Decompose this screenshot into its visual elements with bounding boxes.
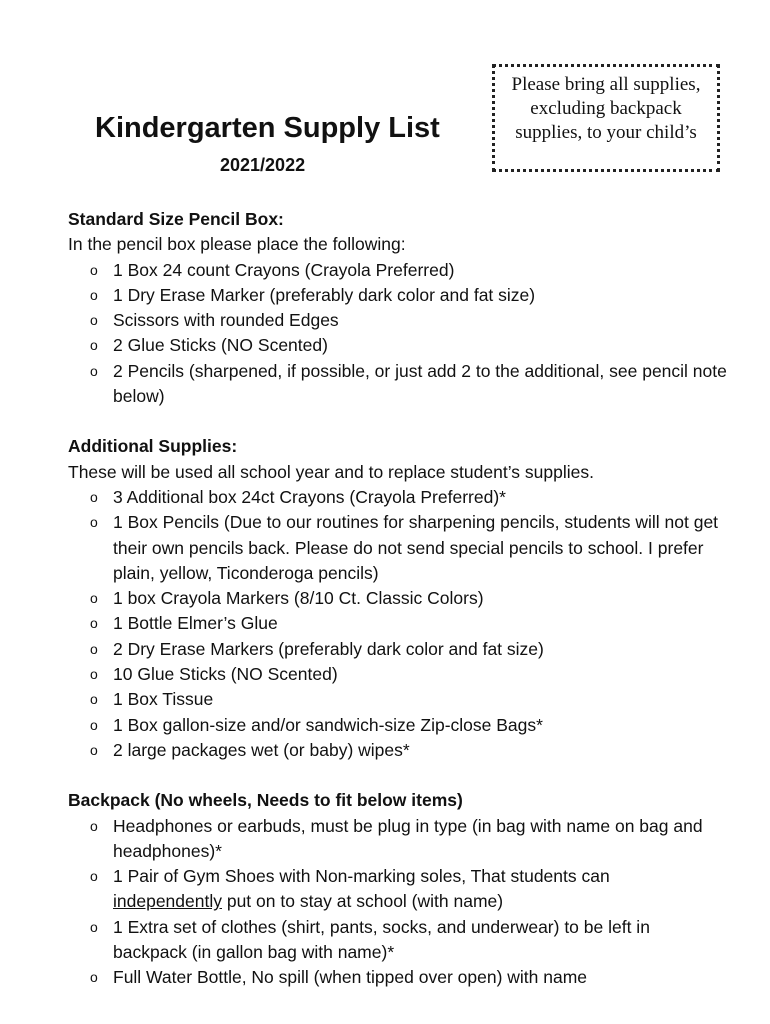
bullet-icon: o xyxy=(90,514,98,531)
bullet-icon: o xyxy=(90,362,98,379)
school-year: 2021/2022 xyxy=(220,155,306,175)
list-item: o 3 Additional box 24ct Crayons (Crayola Preferred)* xyxy=(68,485,728,510)
bullet-icon: o xyxy=(90,716,98,733)
list-item: o 1 Pair of Gym Shoes with Non-marking soles, That students can independently put on to stay at school (with name) xyxy=(90,866,610,912)
bullet-icon: o xyxy=(90,261,98,278)
bullet-icon: o xyxy=(90,868,98,885)
list-item: o 1 Box Pencils (Due to our routines for sharpening pencils, students will not get their own pencils back. Please do not send special pencils to school. I prefer plain, yellow, Ticonderoga pencils) xyxy=(90,512,719,583)
list-item: o 1 Bottle Elmer’s Glue xyxy=(68,611,728,636)
list-item: o Full Water Bottle, No spill (when tipped over open) with name xyxy=(68,965,728,990)
backpack-list xyxy=(68,814,728,991)
underlined-word: independently xyxy=(113,891,222,912)
bullet-icon: o xyxy=(90,666,98,683)
section-heading-additional: Additional Supplies: xyxy=(68,436,238,457)
list-item: o 2 large packages wet (or baby) wipes* xyxy=(68,738,728,763)
list-item: o Scissors with rounded Edges xyxy=(68,308,728,333)
section-spacer xyxy=(68,409,728,434)
bullet-icon: o xyxy=(90,286,98,303)
bullet-icon: o xyxy=(90,817,98,834)
bullet-icon: o xyxy=(90,590,98,607)
list-item: o 1 box Crayola Markers (8/10 Ct. Classic Colors) xyxy=(68,586,728,611)
additional-supplies-list xyxy=(68,485,728,763)
note-box: Please bring all supplies, excluding backpack supplies, to your child’s xyxy=(492,64,720,172)
bullet-icon: o xyxy=(90,691,98,708)
section-heading-pencil-box: Standard Size Pencil Box: xyxy=(68,209,284,229)
supply-list xyxy=(68,207,728,991)
list-item: o 10 Glue Sticks (NO Scented) xyxy=(68,662,728,687)
page-title: Kindergarten Supply List xyxy=(95,112,440,144)
bullet-icon: o xyxy=(90,918,98,935)
list-item: o 1 Extra set of clothes (shirt, pants, socks, and underwear) to be left in backpack (in gallon bag with name)* xyxy=(90,916,650,963)
list-item: o 1 Box 24 count Crayons (Crayola Preferred) xyxy=(68,258,728,283)
list-item: o 1 Box gallon-size and/or sandwich-size Zip-close Bags* xyxy=(68,713,728,738)
section-heading-backpack: Backpack (No wheels, Needs to fit below items) xyxy=(68,790,463,811)
section-intro-additional: These will be used all school year and to replace student’s supplies. xyxy=(68,461,594,482)
bullet-icon: o xyxy=(90,488,98,505)
list-item: o 1 Box Tissue xyxy=(68,687,728,712)
bullet-icon: o xyxy=(90,312,98,329)
pencil-box-list xyxy=(68,258,728,410)
section-spacer xyxy=(68,763,728,788)
bullet-icon: o xyxy=(90,640,98,657)
list-item: o 2 Dry Erase Markers (preferably dark color and fat size) xyxy=(68,637,728,662)
list-item: o 2 Glue Sticks (NO Scented) xyxy=(68,333,728,358)
list-item: o Headphones or earbuds, must be plug in type (in bag with name on bag and headphones)* xyxy=(90,815,703,861)
list-item: o 1 Dry Erase Marker (preferably dark color and fat size) xyxy=(68,283,728,308)
bullet-icon: o xyxy=(90,741,98,758)
bullet-icon: o xyxy=(90,337,98,354)
list-item: o 2 Pencils (sharpened, if possible, or just add 2 to the additional, see pencil note below) xyxy=(90,360,727,407)
bullet-icon: o xyxy=(90,969,98,986)
bullet-icon: o xyxy=(90,615,98,632)
section-intro-pencil-box: In the pencil box please place the following: xyxy=(68,234,406,255)
